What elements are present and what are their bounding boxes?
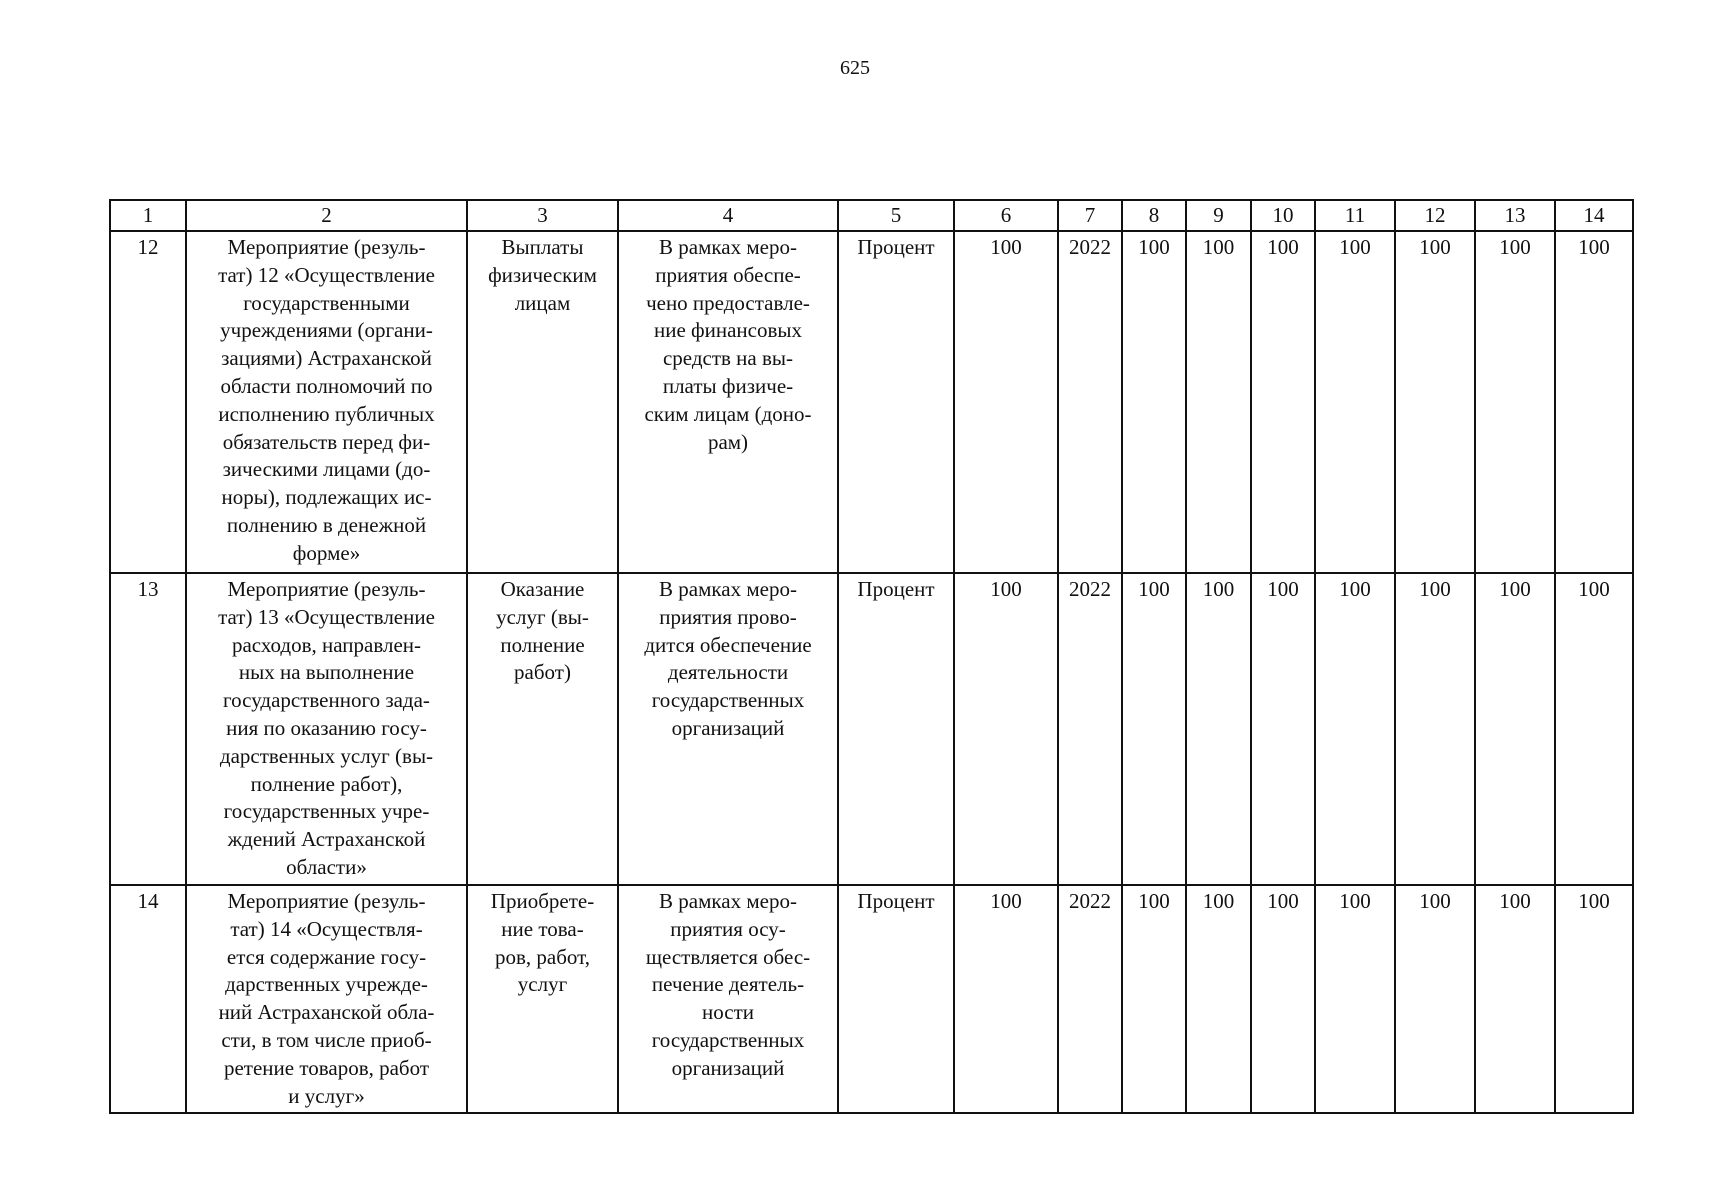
column-header-9: 9 [1186, 200, 1251, 231]
row-number: 14 [110, 885, 186, 1113]
measure-type: Выплаты физическим лицам [467, 231, 618, 573]
unit: Процент [838, 573, 954, 885]
row-number: 12 [110, 231, 186, 573]
value-col-13: 100 [1475, 885, 1555, 1113]
value-col-10: 100 [1251, 885, 1315, 1113]
base-year: 2022 [1058, 885, 1122, 1113]
measure-description: В рамках меро- приятия прово- дится обеспечение деятельности государственных организаций [618, 573, 838, 885]
base-year: 2022 [1058, 231, 1122, 573]
page-number: 625 [840, 57, 870, 79]
measure-type: Оказание услуг (вы- полнение работ) [467, 573, 618, 885]
value-col-10: 100 [1251, 573, 1315, 885]
column-header-2: 2 [186, 200, 467, 231]
measure-type: Приобрете- ние това- ров, работ, услуг [467, 885, 618, 1113]
unit: Процент [838, 885, 954, 1113]
unit: Процент [838, 231, 954, 573]
column-header-10: 10 [1251, 200, 1315, 231]
column-header-5: 5 [838, 200, 954, 231]
value-col-8: 100 [1122, 231, 1186, 573]
table-row [110, 573, 1633, 885]
column-header-4: 4 [618, 200, 838, 231]
measure-name: Мероприятие (резуль- тат) 12 «Осуществление государственными учреждениями (органи- зациями) Астраханской области полномочий по исполнению публичных обязательств перед фи- зическими лицами (до- норы), подлежащих ис- полнению в денежной форме» [186, 231, 467, 573]
value-col-13: 100 [1475, 573, 1555, 885]
column-header-1: 1 [110, 200, 186, 231]
value-col-10: 100 [1251, 231, 1315, 573]
value-col-11: 100 [1315, 573, 1395, 885]
value-col-13: 100 [1475, 231, 1555, 573]
base-year: 2022 [1058, 573, 1122, 885]
measure-name: Мероприятие (резуль- тат) 13 «Осуществление расходов, направлен- ных на выполнение государственного зада- ния по оказанию госу- дарственных услуг (вы- полнение работ), государственных учре- ждений Астраханской области» [186, 573, 467, 885]
value-col-11: 100 [1315, 885, 1395, 1113]
value-col-12: 100 [1395, 885, 1475, 1113]
measure-description: В рамках меро- приятия осу- ществляется обес- печение деятель- ности государственных организаций [618, 885, 838, 1113]
column-header-6: 6 [954, 200, 1058, 231]
table-header-row [110, 200, 1633, 231]
measure-name: Мероприятие (резуль- тат) 14 «Осуществля- ется содержание госу- дарственных учрежде- ний Астраханской обла- сти, в том числе приоб- ретение товаров, работ и услуг» [186, 885, 467, 1113]
column-header-12: 12 [1395, 200, 1475, 231]
table-row [110, 231, 1633, 573]
base-value: 100 [954, 231, 1058, 573]
column-header-13: 13 [1475, 200, 1555, 231]
column-header-14: 14 [1555, 200, 1633, 231]
column-header-8: 8 [1122, 200, 1186, 231]
value-col-14: 100 [1555, 573, 1633, 885]
column-header-3: 3 [467, 200, 618, 231]
measure-description: В рамках меро- приятия обеспе- чено предоставле- ние финансовых средств на вы- платы физиче- ским лицам (доно- рам) [618, 231, 838, 573]
value-col-14: 100 [1555, 885, 1633, 1113]
value-col-9: 100 [1186, 885, 1251, 1113]
value-col-8: 100 [1122, 573, 1186, 885]
value-col-14: 100 [1555, 231, 1633, 573]
value-col-9: 100 [1186, 231, 1251, 573]
value-col-8: 100 [1122, 885, 1186, 1113]
measures-table [109, 199, 1634, 1114]
table-row [110, 885, 1633, 1113]
value-col-11: 100 [1315, 231, 1395, 573]
base-value: 100 [954, 885, 1058, 1113]
value-col-12: 100 [1395, 231, 1475, 573]
column-header-7: 7 [1058, 200, 1122, 231]
column-header-11: 11 [1315, 200, 1395, 231]
row-number: 13 [110, 573, 186, 885]
value-col-12: 100 [1395, 573, 1475, 885]
base-value: 100 [954, 573, 1058, 885]
value-col-9: 100 [1186, 573, 1251, 885]
